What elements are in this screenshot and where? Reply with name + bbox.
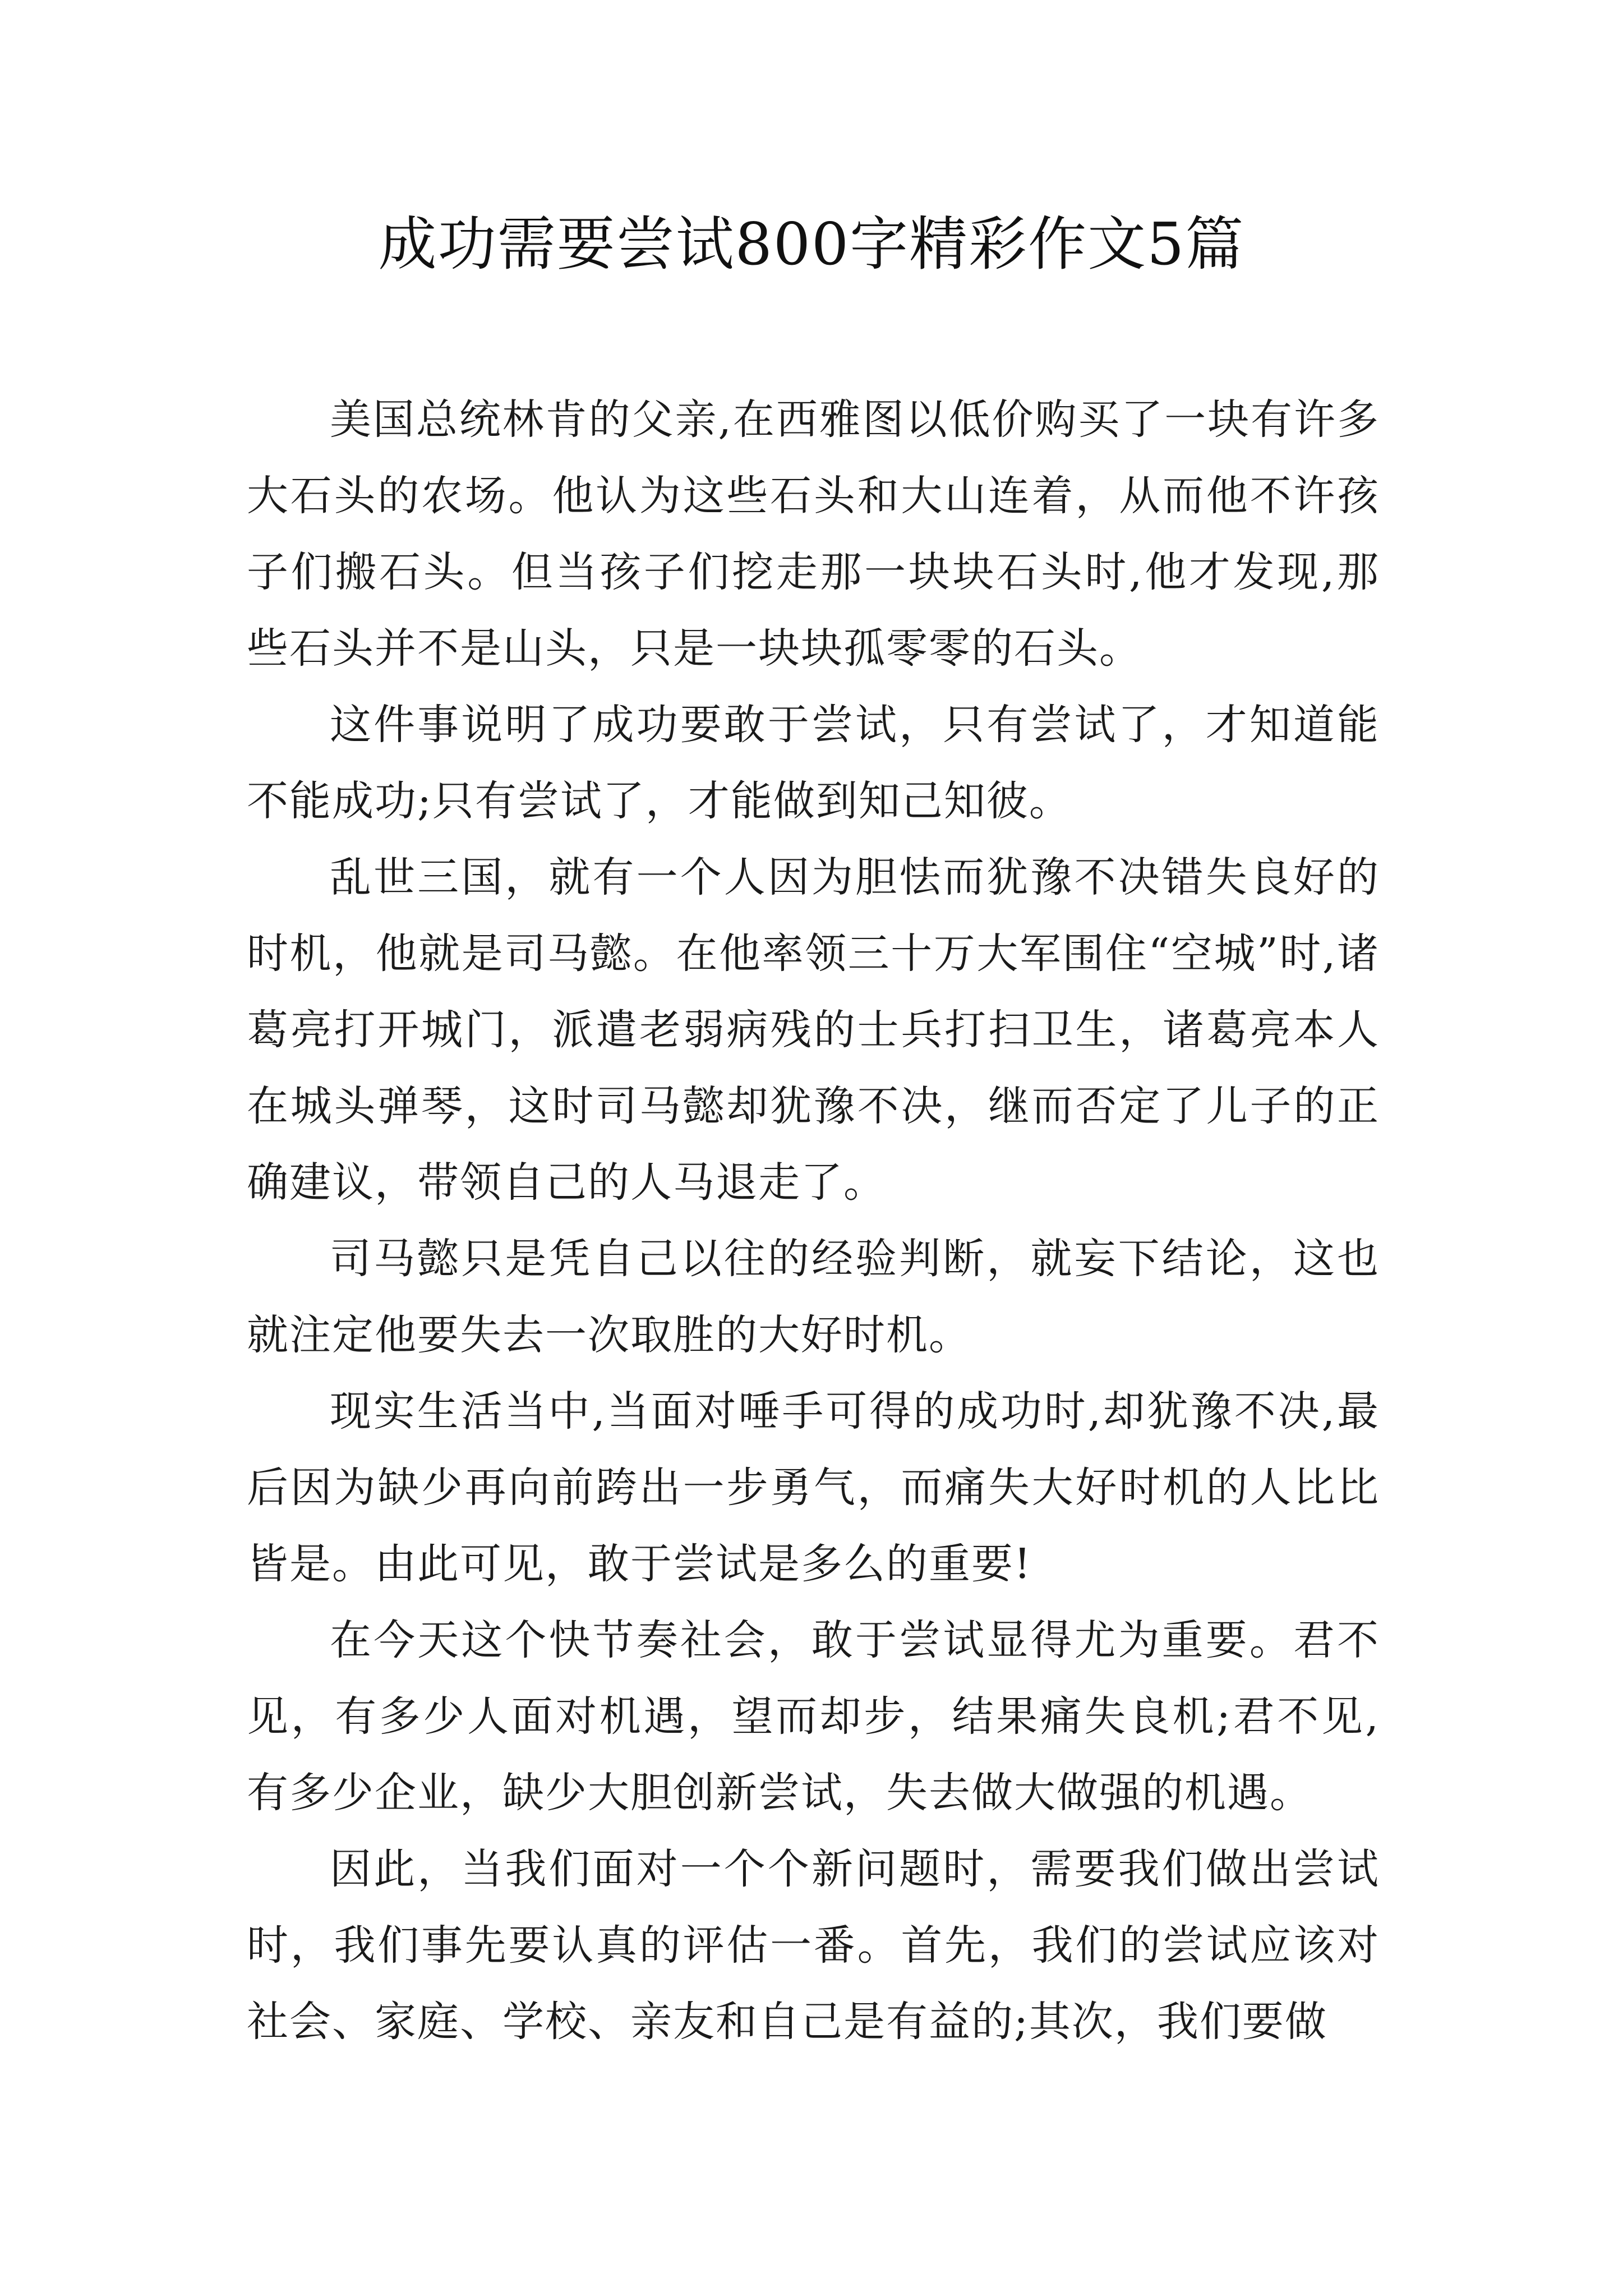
paragraph-3: 乱世三国，就有一个人因为胆怯而犹豫不决错失良好的时机，他就是司马懿。在他率领三十万大军围住“空城”时,诸葛亮打开城门，派遣老弱病残的士兵打扫卫生，诸葛亮本人在城头弹琴，这时司马懿却犹豫不决，继而否定了儿子的正确建议，带领自己的人马退走了。 — [247, 853, 1380, 1207]
paragraph-4: 司马懿只是凭自己以往的经验判断，就妄下结论，这也就注定他要失去一次取胜的大好时机。 — [247, 1235, 1380, 1359]
paragraph-6: 在今天这个快节奏社会，敢于尝试显得尤为重要。君不见，有多少人面对机遇，望而却步，结果痛失良机;君不见,有多少企业，缺少大胆创新尝试，失去做大做强的机遇。 — [247, 1616, 1380, 1817]
paragraph-7: 因此，当我们面对一个个新问题时，需要我们做出尝试时，我们事先要认真的评估一番。首先，我们的尝试应该对社会、家庭、学校、亲友和自己是有益的;其次，我们要做 — [247, 1845, 1380, 2046]
document-title: 成功需要尝试800字精彩作文5篇 — [378, 210, 1245, 278]
document-body — [247, 381, 1380, 2060]
paragraph-1: 美国总统林肯的父亲,在西雅图以低价购买了一块有许多大石头的农场。他认为这些石头和大山连着，从而他不许孩子们搬石头。但当孩子们挖走那一块块石头时,他才发现,那些石头并不是山头，只是一块块孤零零的石头。 — [247, 395, 1380, 673]
paragraph-5: 现实生活当中,当面对唾手可得的成功时,却犹豫不决,最后因为缺少再向前跨出一步勇气，而痛失大好时机的人比比皆是。由此可见，敢于尝试是多么的重要! — [247, 1387, 1380, 1588]
paragraph-2: 这件事说明了成功要敢于尝试，只有尝试了，才知道能不能成功;只有尝试了，才能做到知己知彼。 — [247, 701, 1380, 825]
